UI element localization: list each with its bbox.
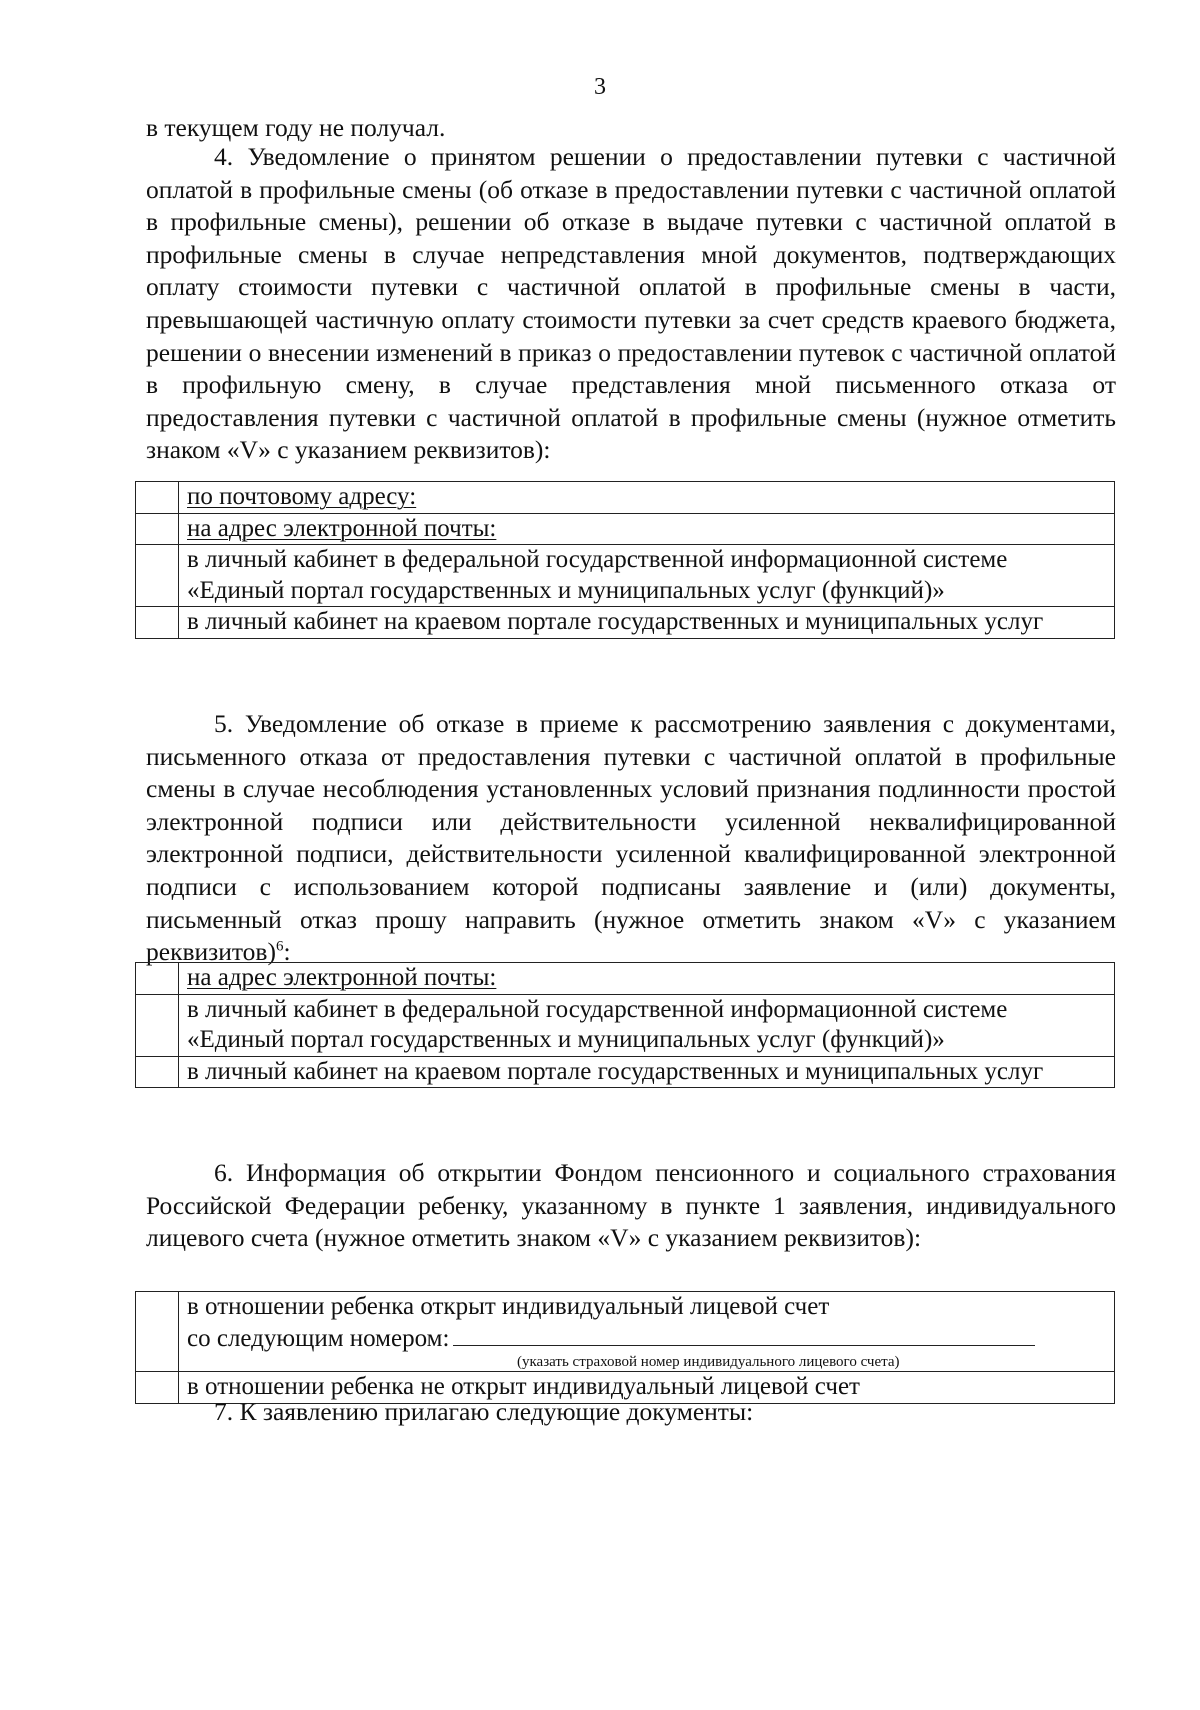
checkbox-cell[interactable] <box>136 607 179 639</box>
account-opened-line2: со следующим номером: <box>187 1324 450 1352</box>
checkbox-cell[interactable] <box>136 513 179 545</box>
option-regional-portal: в личный кабинет на краевом портале государственных и муниципальных услуг <box>179 1056 1115 1088</box>
table-row <box>136 963 1115 995</box>
table-row <box>136 513 1115 545</box>
account-opened-line1: в отношении ребенка открыт индивидуальный лицевой счет <box>187 1293 830 1320</box>
checkbox-cell[interactable] <box>136 1292 179 1372</box>
section-5-colon: : <box>283 937 291 967</box>
option-federal-portal: в личный кабинет в федеральной государственной информационной системе «Единый портал государственных и муниципальных услуг (функций)» <box>179 994 1115 1056</box>
table-row <box>136 1056 1115 1088</box>
table-row <box>136 1292 1115 1372</box>
section-6-text: 6. Информация об открытии Фондом пенсионного и социального страхования Российской Федерации ребенку, указанному в пункте 1 заявления, индивидуального лицевого счета (нужное отметить знаком «V» с указанием реквизитов): <box>146 1158 1116 1253</box>
option-email: на адрес электронной почты: <box>179 963 1115 995</box>
option-federal-portal: в личный кабинет в федеральной государственной информационной системе «Единый портал государственных и муниципальных услуг (функций)» <box>179 545 1115 607</box>
page-number: 3 <box>594 74 606 100</box>
checkbox-cell[interactable] <box>136 994 179 1056</box>
account-number-hint: (указать страховой номер индивидуального лицевого счета) <box>517 1354 900 1370</box>
checkbox-cell[interactable] <box>136 963 179 995</box>
option-account-opened <box>179 1292 1115 1372</box>
section-5-body: 5. Уведомление об отказе в приеме к рассмотрению заявления с документами, письменного отказа от предоставления путевки с частичной оплатой в профильные смены в случае несоблюдения установленных условий признания подлинности простой электронной подписи или действительности усиленной неквалифицированной электронной подписи, действительности усиленной квалифицированной электронной подписи с использованием которой подписаны заявление и (или) документы, письменный отказ прошу направить (нужное отметить знаком «V» с указанием реквизитов) <box>146 709 1116 967</box>
account-number-field[interactable] <box>453 1323 1035 1346</box>
checkbox-cell[interactable] <box>136 482 179 514</box>
intro-line: в текущем году не получал. <box>146 113 446 142</box>
table-row <box>136 607 1115 639</box>
option-postal-address: по почтовому адресу: <box>179 482 1115 514</box>
checkbox-cell[interactable] <box>136 1056 179 1088</box>
checkbox-cell[interactable] <box>136 545 179 607</box>
section-5-text <box>146 708 1116 969</box>
option-account-not-opened: в отношении ребенка не открыт индивидуальный лицевой счет <box>179 1372 1115 1404</box>
section-5-options-table <box>135 962 1115 1088</box>
option-email: на адрес электронной почты: <box>179 513 1115 545</box>
table-row <box>136 994 1115 1056</box>
section-7-text: 7. К заявлению прилагаю следующие документы: <box>214 1397 754 1426</box>
footnote-ref: 6 <box>275 938 284 955</box>
table-row <box>136 482 1115 514</box>
section-4-options-table <box>135 481 1115 639</box>
option-regional-portal: в личный кабинет на краевом портале государственных и муниципальных услуг <box>179 607 1115 639</box>
section-6-options-table <box>135 1291 1115 1404</box>
table-row <box>136 545 1115 607</box>
section-4-text: 4. Уведомление о принятом решении о предоставлении путевки с частичной оплатой в профильные смены (об отказе в предоставлении путевки с частичной оплатой в профильные смены), решении об отказе в выдаче путевки с частичной оплатой в профильные смены в случае непредставления мной документов, подтверждающих оплату стоимости путевки с частичной оплатой в профильные смены в части, превышающей частичную оплату стоимости путевки за счет средств краевого бюджета, решении о внесении изменений в приказ о предоставлении путевок с частичной оплатой в профильную смену, в случае представления мной письменного отказа от предоставления путевки с частичной оплатой в профильные смены (нужное отметить знаком «V» с указанием реквизитов): <box>146 142 1116 465</box>
